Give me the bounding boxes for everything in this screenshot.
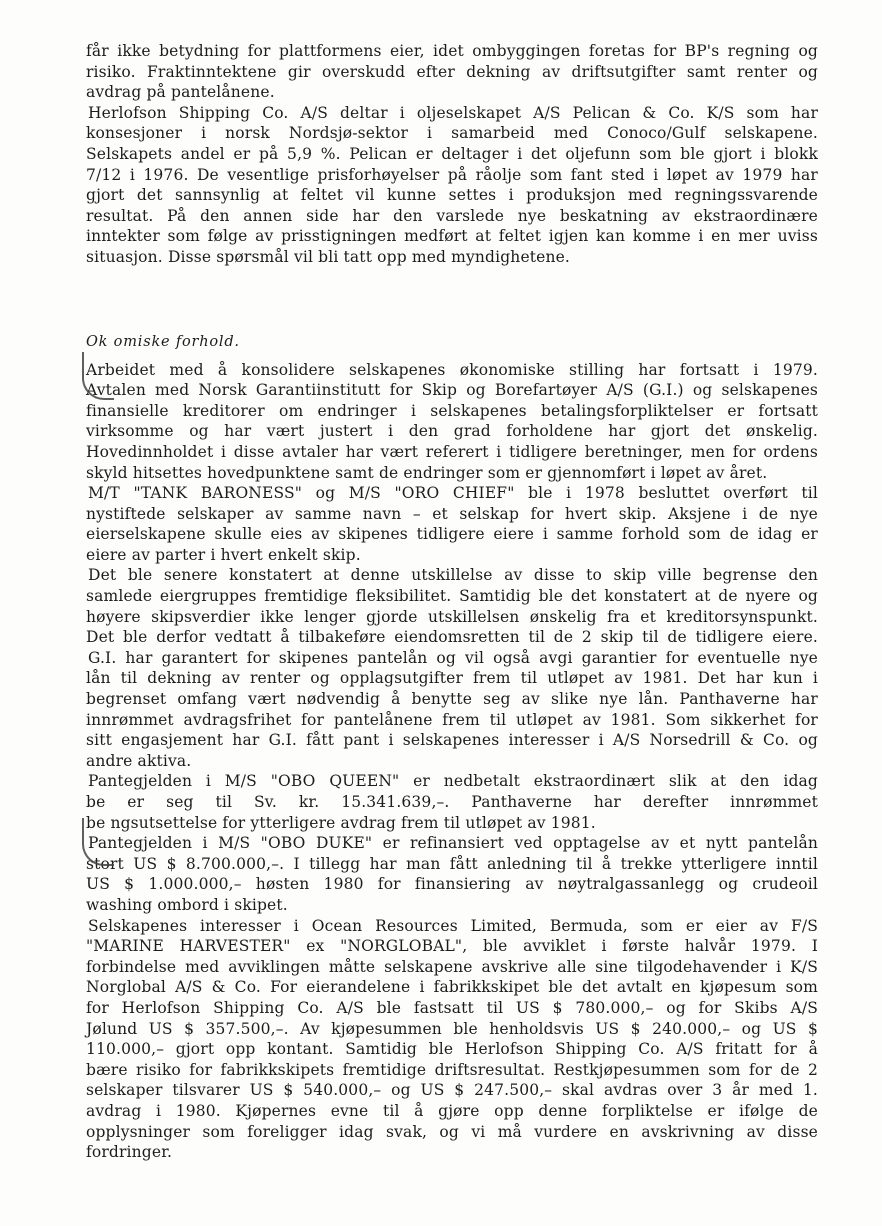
text-line: gjort det sannsynlig at feltet vil kunne settes i produksjon med regningssvarende [86, 186, 818, 205]
text-line: be ngsutsettelse for ytterligere avdrag frem til utløpet av 1981. [86, 813, 596, 832]
text-line: Herlofson Shipping Co. A/S deltar i oljeselskapet A/S Pelican & Co. K/S som har [88, 103, 818, 122]
text-line: G.I. har garantert for skipenes pantelån og vil også avgi garantier for eventuelle nye [88, 648, 818, 667]
text-line: US $ 1.000.000,– høsten 1980 for finansiering av nøytralgassanlegg og crudeoil [86, 875, 818, 894]
text-line: selskaper tilsvarer US $ 540.000,– og US $ 247.500,– skal avdras over 3 år med 1. [86, 1081, 818, 1100]
text-line: forbindelse med avviklingen måtte selskapene avskrive alle sine tilgodehavender i K/S [86, 957, 818, 976]
text-line: risiko. Fraktinntektene gir overskudd efter dekning av driftsutgifter samt renter og [86, 62, 818, 81]
text-line: nystiftede selskaper av samme navn – et selskap for hvert skip. Aksjene i de nye [86, 504, 818, 523]
text-line: Selskapets andel er på 5,9 %. Pelican er deltager i det oljefunn som ble gjort i blokk [86, 144, 818, 163]
text-line: avdrag i 1980. Kjøpernes evne til å gjøre opp denne forpliktelse er ifølge de [86, 1101, 818, 1120]
text-line: lån til dekning av renter og opplagsutgifter frem til utløpet av 1981. Det har kun i [86, 669, 818, 688]
text-line: Selskapenes interesser i Ocean Resources Limited, Bermuda, som er eier av F/S [88, 916, 818, 935]
text-line: høyere skipsverdier ikke lenger gjorde utskillelsen ønskelig fra et kreditorsynspunkt. [86, 607, 818, 626]
text-line: Norglobal A/S & Co. For eierandelene i fabrikkskipet ble det avtalt en kjøpesum som [86, 978, 818, 997]
text-line: inntekter som følge av prisstigningen medført at feltet igjen kan komme i en mer uviss [86, 227, 818, 246]
text-line: Pantegjelden i M/S "OBO QUEEN" er nedbetalt ekstraordinært slik at den idag [88, 772, 818, 791]
punch-hole-mark [82, 818, 114, 866]
text-line: begrenset omfang vært nødvendig å benytte seg av slike nye lån. Panthaverne har [86, 690, 818, 709]
text-line: Arbeidet med å konsolidere selskapenes økonomiske stilling har fortsatt i 1979. [86, 360, 818, 379]
text-line: fordringer. [86, 1143, 173, 1162]
text-line: får ikke betydning for plattformens eier, idet ombyggingen foretas for BP's regning og [86, 42, 818, 60]
text-line: samlede eiergruppes fremtidige fleksibilitet. Samtidig ble det konstatert at de nyere og [86, 587, 818, 606]
text-line: situasjon. Disse spørsmål vil bli tatt opp med myndighetene. [86, 247, 570, 266]
text-line: resultat. På den annen side har den varslede nye beskatning av ekstraordinære [86, 206, 818, 225]
text-line: Pantegjelden i M/S "OBO DUKE" er refinansiert ved opptagelse av et nytt pantelån [88, 834, 818, 853]
text-line: sitt engasjement har G.I. fått pant i selskapenes interesser i A/S Norsedrill & Co. og [86, 731, 818, 750]
text-line: konsesjoner i norsk Nordsjø-sektor i samarbeid med Conoco/Gulf selskapene. [86, 124, 818, 143]
document-page [86, 41, 818, 1163]
text-line: "MARINE HARVESTER" ex "NORGLOBAL", ble avviklet i første halvår 1979. I [86, 937, 818, 956]
section-economic-conditions [86, 360, 818, 1163]
text-line: 7/12 i 1976. De vesentlige prisforhøyelser på råolje som fant sted i løpet av 1979 har [86, 165, 818, 184]
text-line: 110.000,– gjort opp kontant. Samtidig ble Herlofson Shipping Co. A/S fritatt for å [86, 1040, 818, 1059]
text-line: Hovedinnholdet i disse avtaler har vært referert i tidligere beretninger, men for ordens [86, 442, 818, 461]
section-heading: Ok omiske forhold. [86, 333, 240, 350]
text-line: eiere av parter i hvert enkelt skip. [86, 545, 361, 564]
text-line: eierselskapene skulle eies av skipenes tidligere eiere i samme forhold som de idag er [86, 525, 818, 544]
text-line: avdrag på pantelånene. [86, 83, 275, 102]
text-line: innrømmet avdragsfrihet for pantelånene frem til utløpet av 1981. Som sikkerhet for [86, 710, 818, 729]
section-gap [86, 268, 818, 326]
text-line: Avtalen med Norsk Garantiinstitutt for Skip og Borefartøyer A/S (G.I.) og selskapenes [86, 381, 818, 400]
text-line: opplysninger som foreligger idag svak, og vi må vurdere en avskrivning av disse [86, 1122, 818, 1141]
text-line: for Herlofson Shipping Co. A/S ble fastsatt til US $ 780.000,– og for Skibs A/S [86, 998, 818, 1017]
text-line: andre aktiva. [86, 751, 192, 770]
punch-hole-mark [82, 352, 114, 400]
text-line: skyld hitsettes hovedpunktene samt de endringer som er gjennomført i løpet av året. [86, 463, 768, 482]
text-line: finansielle kreditorer om endringer i selskapenes betalingsforpliktelser er fortsatt [86, 401, 818, 420]
text-line: bære risiko for fabrikkskipets fremtidige driftsresultat. Restkjøpesummen som for de 2 [86, 1060, 818, 1079]
text-line: Det ble derfor vedtatt å tilbakeføre eiendomsretten til de 2 skip til de tidligere eiere. [86, 628, 818, 647]
text-line: Jølund US $ 357.500,–. Av kjøpesummen ble henholdsvis US $ 240.000,– og US $ [86, 1019, 818, 1038]
text-line: be er seg til Sv. kr. 15.341.639,–. Panthaverne har derefter innrømmet [86, 793, 818, 811]
section-platform-and-oil [86, 41, 818, 268]
text-line: washing ombord i skipet. [86, 895, 288, 914]
text-line: virksomme og har vært justert i den grad forholdene har gjort det ønskelig. [86, 422, 818, 441]
text-line: stort US $ 8.700.000,–. I tillegg har man fått anledning til å trekke ytterligere inntil [86, 854, 818, 873]
text-line: M/T "TANK BARONESS" og M/S "ORO CHIEF" ble i 1978 besluttet overført til [88, 484, 818, 503]
text-line: Det ble senere konstatert at denne utskillelse av disse to skip ville begrense den [88, 566, 818, 585]
